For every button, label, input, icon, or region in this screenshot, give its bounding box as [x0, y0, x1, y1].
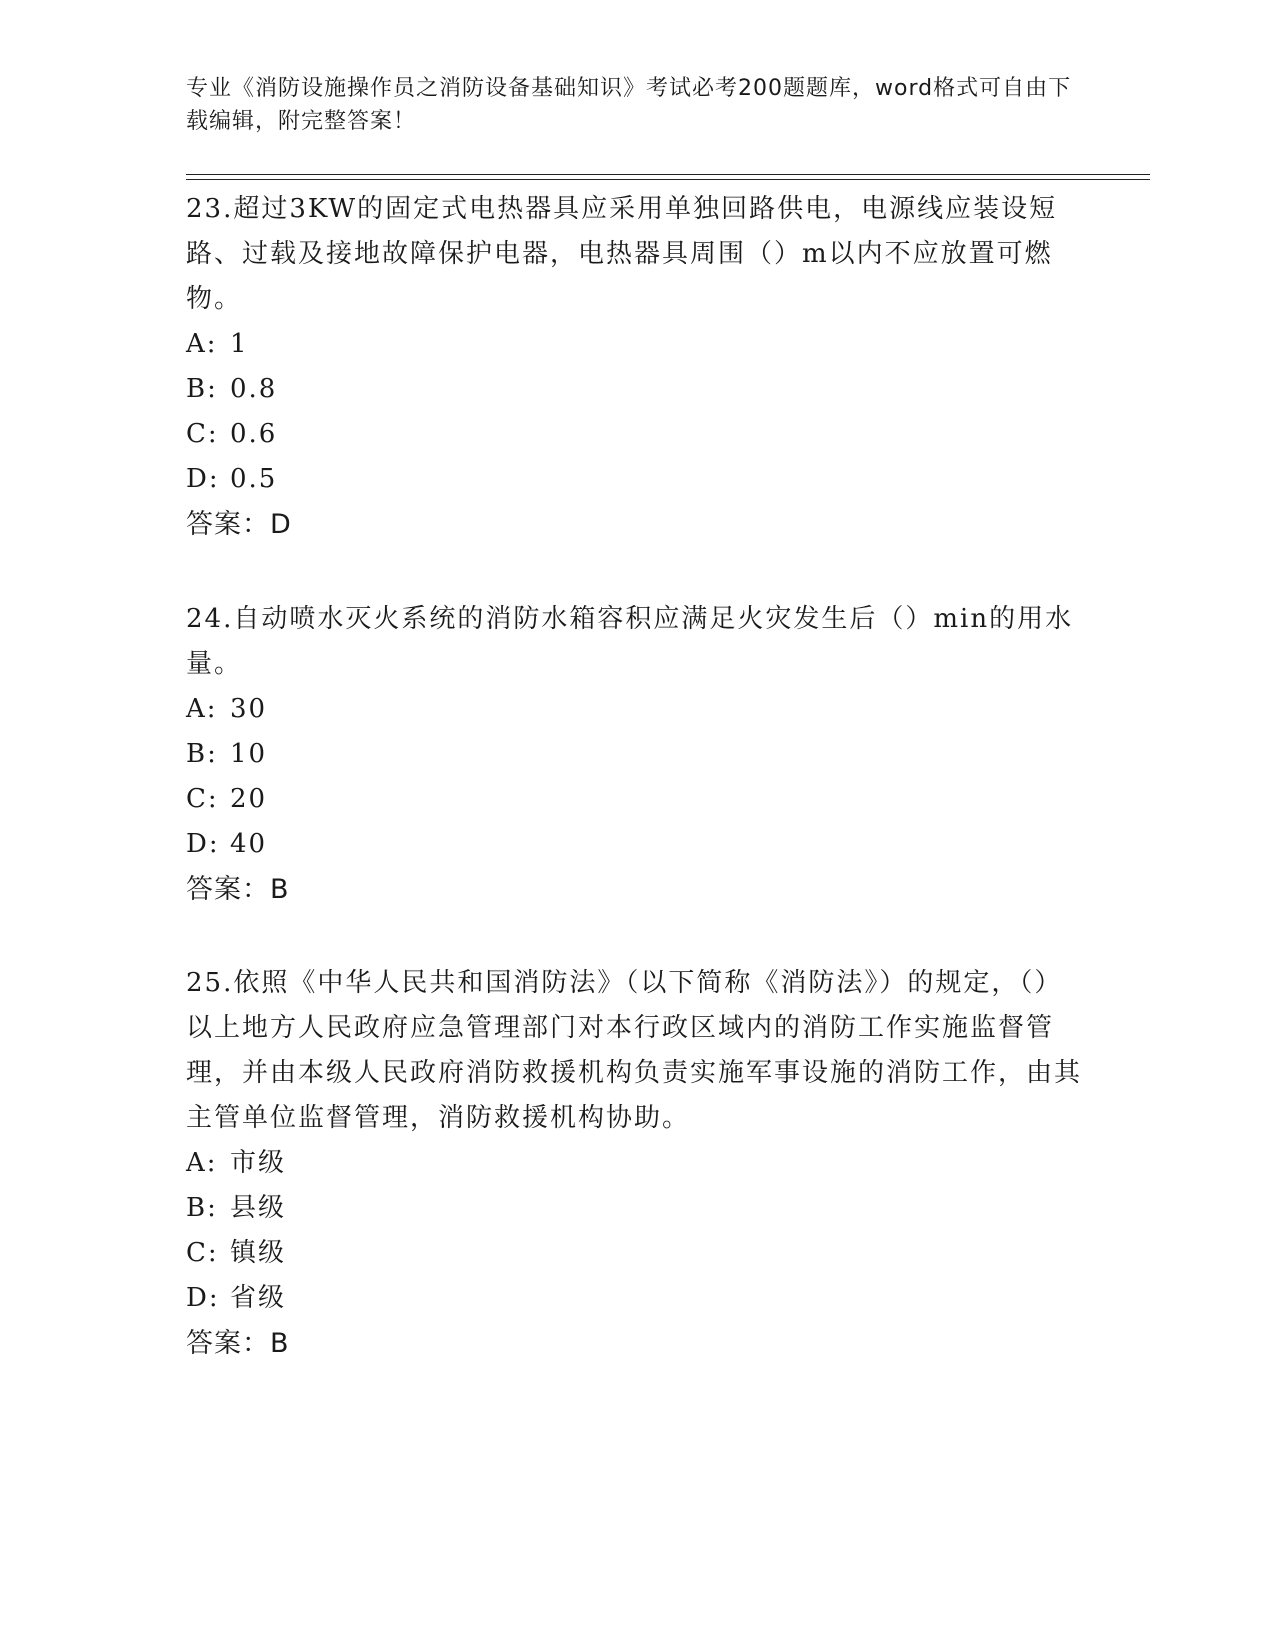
option-b — [186, 1186, 1086, 1231]
answer-line: 答案：B — [186, 1328, 290, 1359]
option-label: A: — [186, 694, 218, 724]
option-label: C: — [186, 784, 219, 814]
option-label: D: — [186, 829, 220, 859]
option-d — [186, 1276, 1086, 1321]
question-stem: 23.超过3KW的固定式电热器具应采用单独回路供电，电源线应装设短路、过载及接地故障保护电器，电热器具周围（）m以内不应放置可燃物。 — [186, 194, 1058, 314]
option-text: 20 — [230, 784, 268, 814]
question-stem: 25.依照《中华人民共和国消防法》（以下简称《消防法》）的规定，（）以上地方人民政府应急管理部门对本行政区域内的消防工作实施监督管理，并由本级人民政府消防救援机构负责实施军事设施的消防工作，由其主管单位监督管理，消防救援机构协助。 — [186, 968, 1083, 1133]
option-text: 0.8 — [230, 374, 278, 404]
option-d — [186, 822, 1086, 867]
option-a — [186, 687, 1086, 732]
header-divider-bottom — [186, 179, 1150, 180]
option-text: 1 — [230, 329, 249, 359]
option-a — [186, 1141, 1086, 1186]
document-header: 专业《消防设施操作员之消防设备基础知识》考试必考200题题库，word格式可自由下载编辑，附完整答案！ — [186, 76, 1072, 134]
option-b — [186, 367, 1086, 412]
question-stem: 24.自动喷水灭火系统的消防水箱容积应满足火灾发生后（）min的用水量。 — [186, 604, 1074, 679]
option-text: 镇级 — [230, 1238, 287, 1268]
option-text: 0.5 — [230, 464, 278, 494]
option-b — [186, 732, 1086, 777]
option-c — [186, 412, 1086, 457]
option-a — [186, 322, 1086, 367]
question-block-24 — [186, 597, 1086, 912]
option-text: 30 — [230, 694, 268, 724]
option-label: A: — [186, 329, 218, 359]
option-c — [186, 777, 1086, 822]
option-text: 县级 — [230, 1193, 287, 1223]
option-text: 10 — [230, 739, 268, 769]
option-label: C: — [186, 1238, 219, 1268]
option-label: D: — [186, 464, 220, 494]
option-text: 40 — [230, 829, 268, 859]
option-label: A: — [186, 1148, 218, 1178]
option-d — [186, 457, 1086, 502]
option-label: B: — [186, 374, 218, 404]
option-label: B: — [186, 739, 218, 769]
option-text: 0.6 — [230, 419, 278, 449]
option-text: 省级 — [230, 1283, 287, 1313]
option-text: 市级 — [230, 1148, 287, 1178]
header-divider-top — [186, 174, 1150, 175]
answer-line: 答案：B — [186, 874, 290, 905]
option-label: C: — [186, 419, 219, 449]
option-label: D: — [186, 1283, 220, 1313]
answer-line: 答案：D — [186, 509, 292, 540]
question-block-23 — [186, 187, 1086, 547]
question-block-25 — [186, 961, 1086, 1366]
option-label: B: — [186, 1193, 218, 1223]
option-c — [186, 1231, 1086, 1276]
